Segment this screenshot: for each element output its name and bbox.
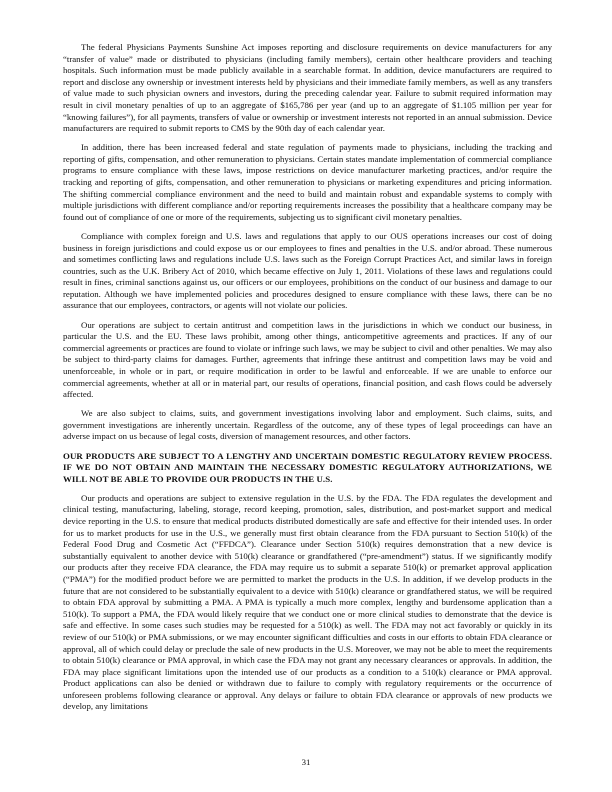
paragraph-antitrust: Our operations are subject to certain antitrust and competition laws in the jurisdictions in which we conduct our business, in particular the U.S. and the EU. These laws prohibit, among other things, anticompetitive agreements and practices. If any of our commercial agreements or practices are found to violate or infringe such laws, we may be subject to civil and other penalties. We may also be subject to third-party claims for damages. Further, agreements that infringe these antitrust and competition laws may be void and unenforceable, in whole or in part, or require modification in order to be lawful and enforceable. If we are unable to enforce our commercial agreements, whether at all or in material part, our results of operations, financial position, and cash flows could be adversely affected.	[63, 319, 552, 400]
paragraph-fda-regulation: Our products and operations are subject to extensive regulation in the U.S. by the FDA. The FDA regulates the development and clinical testing, manufacturing, labeling, storage, record keeping, promotion, sales, distribution, and post-market support and medical device reporting in the U.S. to ensure that medical products distributed domestically are safe and effective for their intended uses. In order for us to market products for use in the U.S., we generally must first obtain clearance from the FDA pursuant to Section 510(k) of the Federal Food Drug and Cosmetic Act (“FFDCA”). Clearance under Section 510(k) requires demonstration that a new device is substantially equivalent to another device with 510(k) clearance or grandfathered (“pre-amendment”) status. If we significantly modify our products after they receive FDA clearance, the FDA may require us to submit a separate 510(k) or premarket approval application (“PMA”) for the modified product before we are permitted to market the products in the U.S. In addition, if we develop products in the future that are not considered to be substantially equivalent to a device with 510(k) clearance or grandfathered status, we will be required to obtain FDA approval by submitting a PMA. A PMA is typically a much more complex, lengthy and burdensome application than a 510(k). To support a PMA, the FDA would likely require that we conduct one or more clinical studies to demonstrate that the device is safe and effective. In some cases such studies may be requested for a 510(k) as well. The FDA may not act favorably or quickly in its review of our 510(k) or PMA submissions, or we may encounter significant difficulties and costs in our efforts to obtain FDA clearance or approval, all of which could delay or preclude the sale of new products in the U.S. Moreover, we may not be able to meet the requirements to obtain 510(k) clearance or PMA approval, in which case the FDA may not grant any necessary clearances or approvals. In addition, the FDA may place significant limitations upon the intended use of our products as a condition to a 510(k) clearance or PMA approval. Product applications can also be denied or withdrawn due to failure to comply with regulatory requirements or the occurrence of unforeseen problems following clearance or approval. Any delays or failure to obtain FDA clearance or approvals of new products we develop, any limitations	[63, 492, 552, 712]
paragraph-labor-claims: We are also subject to claims, suits, and government investigations involving labor and employment. Such claims, suits, and government investigations are inherently uncertain. Regardless of the outcome, any of these types of legal proceedings can have an adverse impact on us because of legal costs, diversion of management resources, and other factors.	[63, 408, 552, 442]
paragraph-sunshine-act: The federal Physicians Payments Sunshine Act imposes reporting and disclosure requirements on device manufacturers for any “transfer of value” made or distributed to physicians (including family members), certain other healthcare providers and teaching hospitals. Such information must be made publicly available in a searchable format. In addition, device manufacturers are required to report and disclose any ownership or investment interests held by physicians and their immediate family members, as well as any transfers of value made to such physician owners and investors, during the preceding calendar year. Failure to submit required information may result in civil monetary penalties of up to an aggregate of $165,786 per year (and up to an aggregate of $1.105 million per year for “knowing failures”), for all payments, transfers of value or ownership or investment interests not reported in an annual submission. Device manufacturers are required to submit reports to CMS by the 90th day of each calendar year.	[63, 42, 552, 134]
section-heading: OUR PRODUCTS ARE SUBJECT TO A LENGTHY AND UNCERTAIN DOMESTIC REGULATORY REVIEW PROCESS. IF WE DO NOT OBTAIN AND MAINTAIN THE NECESSARY DOMESTIC REGULATORY AUTHORIZATIONS, WE WILL NOT BE ABLE TO PROVIDE OUR PRODUCTS IN THE U.S.	[63, 450, 552, 484]
paragraph-foreign-laws: Compliance with complex foreign and U.S. laws and regulations that apply to our OUS operations increases our cost of doing business in foreign jurisdictions and could expose us or our employees to fines and penalties in the U.S. and/or abroad. These numerous and sometimes conflicting laws and regulations include U.S. laws such as the Foreign Corrupt Practices Act, and similar laws in foreign countries, such as the U.K. Bribery Act of 2010, which became effective on July 1, 2011. Violations of these laws and regulations could result in fines, criminal sanctions against us, our officers or our employees, prohibitions on the conduct of our business and damage to our reputation. Although we have implemented policies and procedures designed to ensure compliance with these laws, there can be no assurance that our employees, contractors, or agents will not violate our policies.	[63, 230, 552, 311]
document-body	[63, 42, 552, 721]
paragraph-physician-payments: In addition, there has been increased federal and state regulation of payments made to physicians, including the tracking and reporting of gifts, compensation, and other remuneration to physicians. Certain states mandate implementation of commercial compliance programs to ensure compliance with these laws, impose restrictions on device manufacturer marketing practices, and/or require the tracking and reporting of gifts, compensation, and other remuneration to physicians or marketing expenditures and pricing information. The shifting commercial compliance environment and the need to build and maintain robust and expandable systems to comply with multiple jurisdictions with different compliance and/or reporting requirements increases the possibility that a healthcare company may be found out of compliance of one or more of the requirements, subjecting us to significant civil monetary penalties.	[63, 142, 552, 222]
page-number: 31	[301, 757, 311, 767]
